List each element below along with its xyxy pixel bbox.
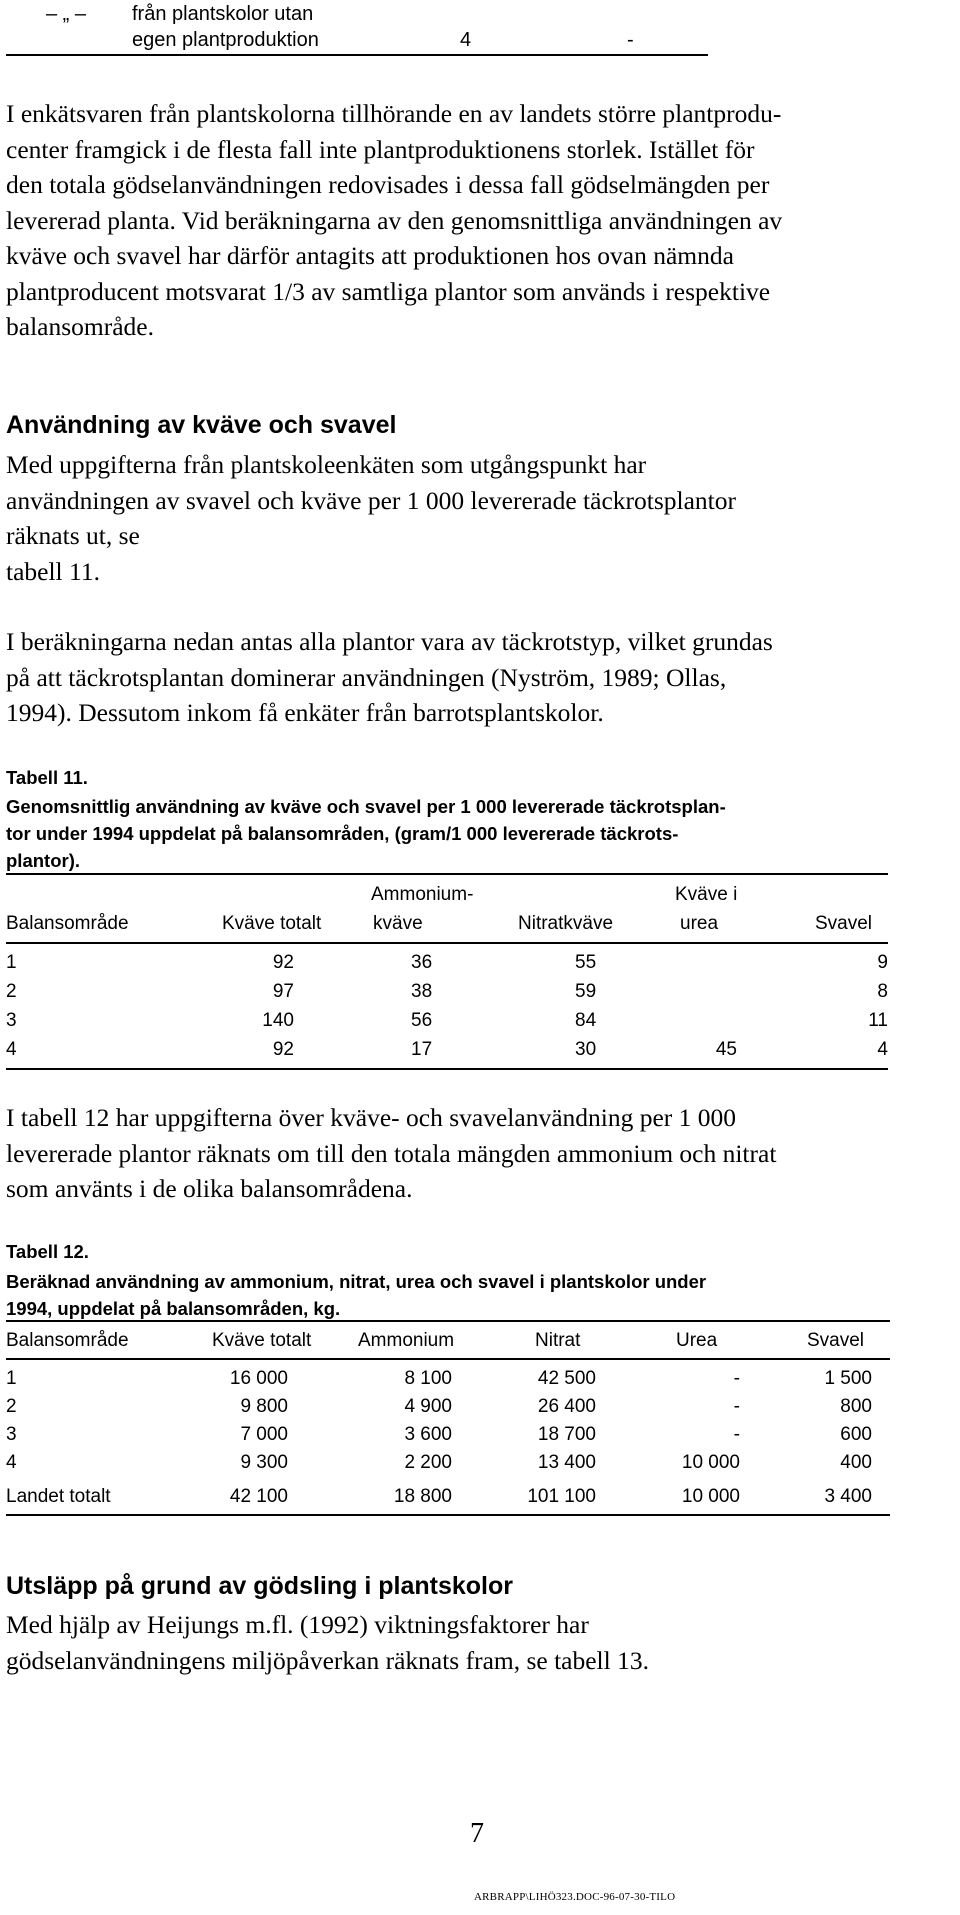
text-line: Med uppgifterna från plantskoleenkäten som utgångspunkt har: [6, 450, 647, 479]
text-line: I tabell 12 har uppgifterna över kväve- och svavelanvändning per 1 000: [6, 1103, 737, 1132]
table-cell: 11: [868, 1010, 888, 1031]
file-reference: ARBRAPP\LIHÖ323.DOC-96-07-30-TILO: [474, 1891, 676, 1903]
table-total-cell: 3 400: [824, 1486, 872, 1507]
table-cell: 140: [262, 1010, 294, 1031]
table-cell: 800: [840, 1396, 872, 1417]
table-cell: 1: [6, 1368, 17, 1389]
text-line: levererad planta. Vid beräkningarna av den genomsnittliga användningen av: [6, 205, 783, 235]
text-line: räknats ut, se: [6, 521, 140, 550]
text-line: plantproducent motsvarat 1/3 av samtliga plantor som används i respektive: [6, 276, 771, 306]
text-line: balansområde.: [6, 312, 154, 341]
table12-header-urea: Urea: [676, 1330, 718, 1351]
header-section-dash: -: [627, 29, 634, 51]
caption-line: Beräknad användning av ammonium, nitrat, urea och svavel i plantskolor under: [6, 1271, 707, 1292]
table-cell: 2: [6, 981, 17, 1002]
table-total-cell: 101 100: [527, 1486, 596, 1507]
table-cell: 26 400: [537, 1396, 596, 1417]
text-line: center framgick i de flesta fall inte plantproduktionens storlek. Istället för: [6, 134, 755, 164]
table11-header-urea-top: Kväve i: [675, 884, 738, 905]
text-line: som använts i de olika balansområdena.: [6, 1174, 413, 1203]
caption-line: Genomsnittlig användning av kväve och svavel per 1 000 levererade täckrotsplan-: [6, 796, 726, 817]
text-line: den totala gödselanvändningen redovisades i dessa fall gödselmängden per: [6, 170, 770, 199]
text-line: kväve och svavel har därför antagits att produktionen hos ovan nämnda: [6, 241, 734, 270]
text-line: gödselanvändningens miljöpåverkan räknats fram, se tabell 13.: [6, 1645, 649, 1675]
table-cell: 59: [575, 981, 597, 1002]
table-cell: 17: [411, 1039, 433, 1060]
header-section-number: 4: [460, 29, 472, 51]
text-line: Med hjälp av Heijungs m.fl. (1992) viktningsfaktorer har: [6, 1610, 589, 1639]
table12-label: Tabell 12.: [6, 1241, 89, 1262]
table-cell: 56: [411, 1010, 433, 1031]
table-cell: 9 800: [240, 1396, 288, 1417]
table11-header-ammonium-bottom: kväve: [373, 913, 423, 934]
table-cell: 8 100: [404, 1368, 452, 1389]
table-cell: 9 300: [240, 1452, 288, 1473]
table-cell: 9: [877, 952, 888, 973]
section1-paragraph-1: [6, 447, 906, 589]
table-cell: 13 400: [537, 1452, 596, 1473]
table11-header-sulfur: Svavel: [815, 913, 873, 934]
table-cell: 92: [272, 952, 294, 973]
table12-header-rule: [6, 1358, 890, 1360]
paragraph-after-table11: [6, 1100, 906, 1207]
section2-paragraph: [6, 1607, 906, 1678]
table-cell: 4: [6, 1452, 17, 1473]
intro-paragraph: [6, 96, 906, 345]
header-title-line-1: från plantskolor utan: [132, 3, 314, 25]
text-line: användningen av svavel och kväve per 1 000 levererade täckrotsplantor: [6, 485, 736, 515]
table-cell: 18 700: [537, 1424, 596, 1445]
table11-header-area: Balansområde: [6, 913, 129, 934]
caption-line: tor under 1994 uppdelat på balansområden, (gram/1 000 levererade täckrots-: [6, 823, 679, 844]
page-number: 7: [470, 1818, 484, 1849]
caption-line: 1994, uppdelat på balansområden, kg.: [6, 1298, 341, 1319]
table11-bottom-rule: [6, 1068, 888, 1070]
text-line: I beräkningarna nedan antas alla plantor vara av täckrotstyp, vilket grundas: [6, 627, 773, 656]
table-cell: 1: [6, 952, 17, 973]
table11-caption: [6, 793, 726, 874]
table-cell: 2: [6, 1396, 17, 1417]
table12-caption: [6, 1268, 706, 1322]
table-cell: 400: [840, 1452, 872, 1473]
header-dash-mark: – „ –: [46, 3, 87, 25]
table-cell: 42 500: [537, 1368, 596, 1389]
table11-header-nitrate: Nitratkväve: [518, 913, 614, 934]
table12-header-nitrate: Nitrat: [535, 1330, 581, 1351]
table-cell: 3 600: [404, 1424, 452, 1445]
table-cell: 3: [6, 1424, 17, 1445]
table11-header-rule: [6, 942, 888, 944]
table-cell: 38: [411, 981, 433, 1002]
table-cell: 55: [575, 952, 597, 973]
table12-header-area: Balansområde: [6, 1330, 129, 1351]
table-cell: 4 900: [404, 1396, 452, 1417]
table11-top-rule: [6, 873, 888, 875]
section-heading-nitrogen-sulfur: Användning av kväve och svavel: [6, 411, 397, 439]
table-total-cell: Landet totalt: [6, 1486, 111, 1507]
table-cell: -: [733, 1396, 740, 1417]
table-cell: 7 000: [240, 1424, 288, 1445]
table-cell: 1 500: [824, 1368, 872, 1389]
table-cell: 2 200: [404, 1452, 452, 1473]
text-line: levererade plantor räknats om till den totala mängden ammonium och nitrat: [6, 1138, 777, 1168]
text-line: på att täckrotsplantan dominerar användningen (Nyström, 1989; Ollas,: [6, 662, 727, 692]
table-cell: 84: [575, 1010, 597, 1031]
table-cell: -: [733, 1368, 740, 1389]
section-heading-emissions: Utsläpp på grund av gödsling i plantskolor: [6, 1572, 513, 1600]
table12-header-sulfur: Svavel: [807, 1330, 865, 1351]
table-total-cell: 10 000: [681, 1486, 740, 1507]
table12-bottom-rule: [6, 1514, 890, 1516]
table-cell: 45: [715, 1039, 737, 1060]
caption-line: plantor).: [6, 850, 80, 871]
text-line: 1994). Dessutom inkom få enkäter från barrotsplantskolor.: [6, 698, 604, 727]
table12-header-ammonium: Ammonium: [358, 1330, 455, 1351]
header-title-line-2: egen plantproduktion: [132, 29, 319, 51]
table-cell: 97: [272, 981, 294, 1002]
table-cell: 16 000: [229, 1368, 288, 1389]
table-cell: 92: [272, 1039, 294, 1060]
table11-header-ammonium-top: Ammonium-: [371, 884, 474, 905]
text-line: tabell 11.: [6, 556, 100, 586]
table-cell: 600: [840, 1424, 872, 1445]
table11-label: Tabell 11.: [6, 767, 88, 788]
table12-header-n-total: Kväve totalt: [212, 1330, 312, 1351]
table-cell: 36: [411, 952, 433, 973]
section1-paragraph-2: [6, 624, 906, 731]
header-rule: [6, 54, 708, 56]
table-total-cell: 42 100: [229, 1486, 288, 1507]
table-cell: 3: [6, 1010, 17, 1031]
table12-top-rule: [6, 1320, 890, 1322]
table-cell: 8: [877, 981, 888, 1002]
table-total-cell: 18 800: [393, 1486, 452, 1507]
table-cell: 10 000: [681, 1452, 740, 1473]
table11-header-urea-bottom: urea: [680, 913, 719, 934]
text-line: I enkätsvaren från plantskolorna tillhörande en av landets större plantprodu-: [6, 99, 782, 128]
table11-header-n-total: Kväve totalt: [222, 913, 322, 934]
table-cell: -: [733, 1424, 740, 1445]
table-cell: 4: [6, 1039, 17, 1060]
table-cell: 4: [877, 1039, 888, 1060]
table-cell: 30: [575, 1039, 597, 1060]
